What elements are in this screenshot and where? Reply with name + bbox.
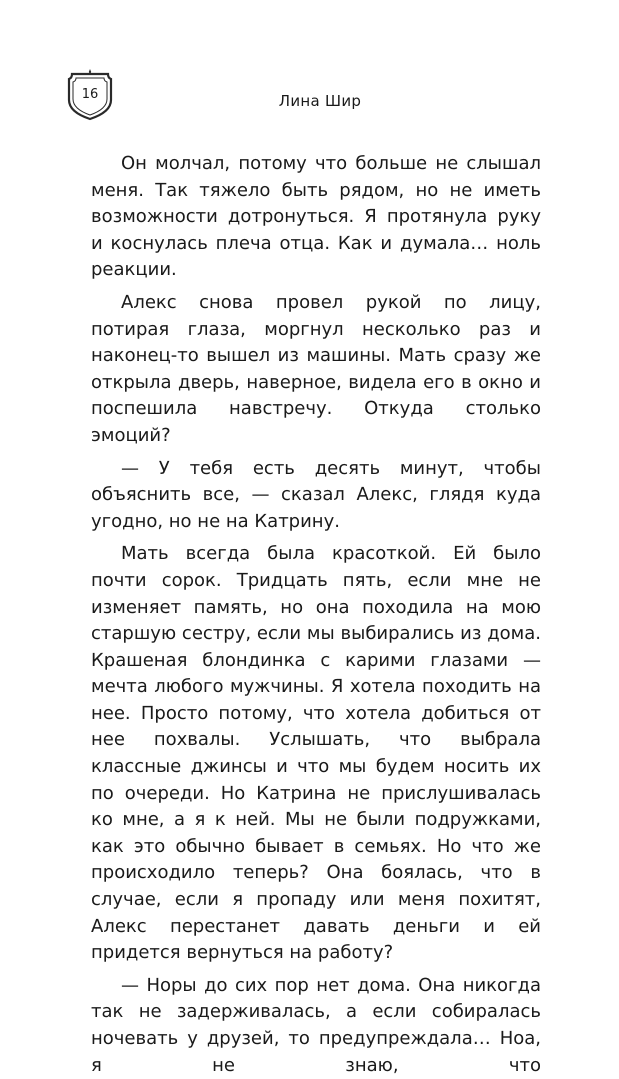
paragraph: Он молчал, потому что больше не слышал меня. Так тяжело быть рядом, но не иметь возможности дотронуться. Я протянула руку и коснулась плеча отца. Как и думала… ноль реакции. xyxy=(91,153,541,281)
page-number-badge xyxy=(66,66,114,122)
page-number: 16 xyxy=(81,87,99,102)
paragraph: — Норы до сих пор нет дома. Она никогда так не задерживалась, а если собиралась ночевать у друзей, то предупреждала… Ноа, я не знаю, что xyxy=(91,974,541,1076)
body-text xyxy=(91,151,541,1079)
paragraph: Мать всегда была красоткой. Ей было почти сорок. Тридцать пять, если мне не изменяет память, но она походила на мою старшую сестру, если мы выбирались из дома. Крашеная блондинка с карими глазами — мечта любого мужчины. Я хотела походить на нее. Просто потому, что хотела добиться от нее похвалы. Услышать, что выбрала классные джинсы и что мы будем носить их по очереди. Но Катрина не прислушивалась ко мне, а я к ней. Мы не были подружками, как это обычно бывает в семьях. Но что же происходило теперь? Она боялась, что в случае, если я пропаду или меня похитят, Алекс перестанет давать деньги и ей придется вернуться на работу? xyxy=(91,543,541,964)
paragraph: Алекс снова провел рукой по лицу, потирая глаза, моргнул несколько раз и наконец-то вышел из машины. Мать сразу же открыла дверь, наверное, видела его в окно и поспешила навстречу. Откуда столько эмоций? xyxy=(91,291,541,446)
running-head-author: Лина Шир xyxy=(278,92,362,110)
paragraph: — У тебя есть десять минут, чтобы объяснить все, — сказал Алекс, глядя куда угодно, но не на Катрину. xyxy=(91,457,541,532)
page-header xyxy=(0,0,619,130)
